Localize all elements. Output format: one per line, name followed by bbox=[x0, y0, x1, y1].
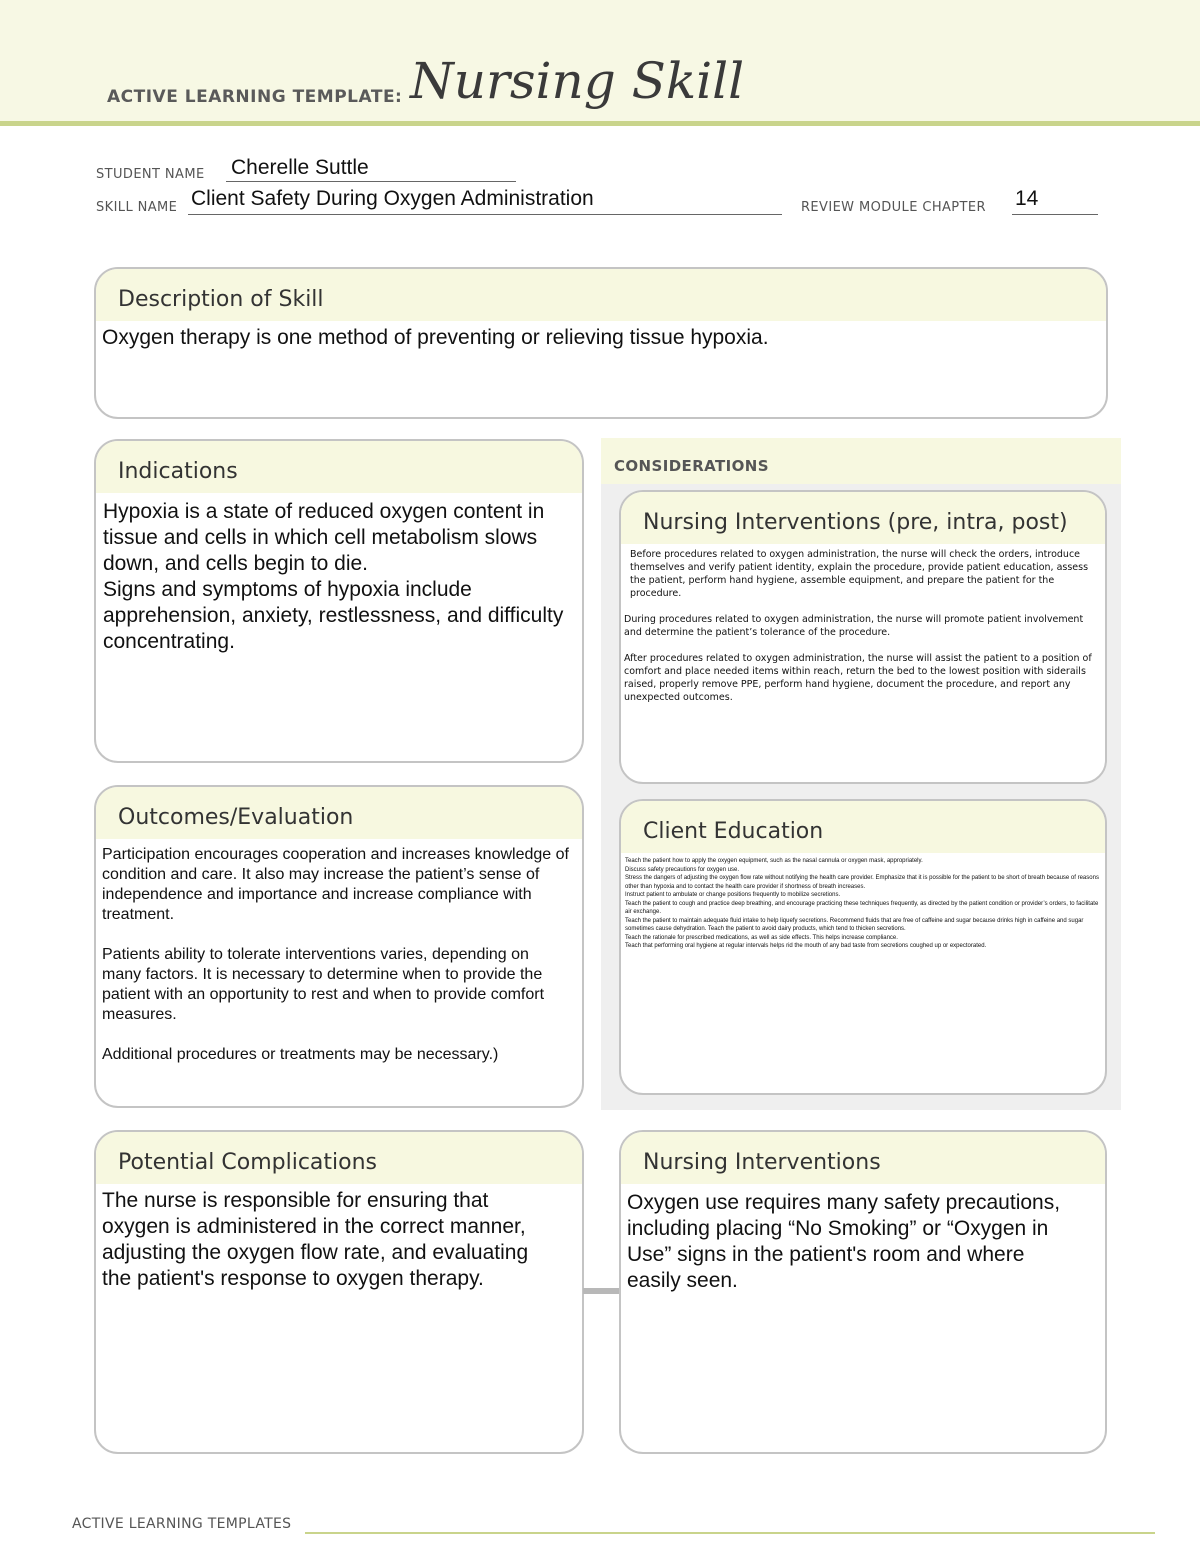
chapter-label: REVIEW MODULE CHAPTER bbox=[801, 200, 986, 215]
outcomes-paragraph: Additional procedures or treatments may be necessary.) bbox=[102, 1046, 499, 1063]
education-line: Teach the patient to cough and practice deep breathing, and encourage practicing these techniques frequently, as directed by the patient condition or provider’s orders, to facilitate air exchange. bbox=[625, 900, 1099, 915]
pip-paragraph-intra: During procedures related to oxygen administration, the nurse will promote patient involvement and determine the patient’s tolerance of the procedure. bbox=[624, 614, 1084, 638]
education-line: Discuss safety precautions for oxygen use. bbox=[625, 866, 740, 873]
chapter-field[interactable]: 14 bbox=[1015, 187, 1039, 210]
indications-text[interactable] bbox=[96, 493, 582, 655]
education-line: Instruct patient to ambulate or change positions frequently to mobilize secretions. bbox=[625, 892, 841, 898]
education-line: Teach the patient to maintain adequate fluid intake to help liquefy secretions. Recommend fluids that are free of caffeine and sugar because drinks high in caffeine and sugar sometimes cause dehydration. Teach the patient to avoid dairy products, which tend to thicken secretions. bbox=[625, 917, 1084, 932]
pip-paragraph-post: After procedures related to oxygen administration, the nurse will assist the patient to a position of comfort and place needed items within reach, return the bed to the lowest position with siderails raised, properly remove PPE, perform hand hygiene, document the procedure, and report any unexpected outcomes. bbox=[624, 653, 1092, 703]
chapter-line bbox=[1012, 214, 1098, 215]
footer-rule bbox=[305, 1532, 1155, 1534]
outcomes-card bbox=[94, 785, 584, 1108]
nursing-interventions-text[interactable]: Oxygen use requires many safety precautions, including placing “No Smoking” or “Oxygen in Use” signs in the patient's room and where easily seen. bbox=[627, 1191, 1061, 1292]
client-education-title: Client Education bbox=[621, 801, 1105, 853]
outcomes-paragraph: Patients ability to tolerate interventions varies, depending on many factors. It is necessary to determine when to provide the patient with an opportunity to rest and when to provide comfort measures. bbox=[102, 946, 545, 1023]
indications-title: Indications bbox=[96, 441, 582, 493]
client-education-text[interactable] bbox=[621, 853, 1105, 951]
complications-card bbox=[94, 1130, 584, 1454]
template-title: Nursing Skill bbox=[410, 52, 745, 110]
considerations-label: CONSIDERATIONS bbox=[614, 457, 769, 475]
outcomes-paragraph: Participation encourages cooperation and increases knowledge of condition and care. It also may increase the patient’s sense of independence and importance and increase compliance with treatment. bbox=[102, 846, 569, 923]
outcomes-text[interactable] bbox=[96, 839, 582, 1065]
description-card bbox=[94, 267, 1108, 419]
outcomes-title: Outcomes/Evaluation bbox=[96, 787, 582, 839]
student-name-label: STUDENT NAME bbox=[96, 167, 205, 182]
nursing-interventions-card bbox=[619, 1130, 1107, 1454]
student-name-line bbox=[226, 181, 516, 182]
nursing-interventions-pip-card bbox=[619, 490, 1107, 784]
connector-bar bbox=[583, 1288, 621, 1294]
complications-title: Potential Complications bbox=[96, 1132, 582, 1184]
skill-name-field[interactable]: Client Safety During Oxygen Administration bbox=[191, 187, 594, 210]
description-title: Description of Skill bbox=[96, 269, 1106, 321]
footer-label: ACTIVE LEARNING TEMPLATES bbox=[72, 1516, 292, 1532]
client-education-card bbox=[619, 799, 1107, 1095]
pip-paragraph-pre: Before procedures related to oxygen administration, the nurse will check the orders, introduce themselves and verify patient identity, explain the procedure, provide patient education, assess the patient, perform hand hygiene, assemble equipment, and prepare the patient for the procedure. bbox=[630, 549, 1089, 599]
indications-paragraph: Signs and symptoms of hypoxia include apprehension, anxiety, restlessness, and difficulty concentrating. bbox=[103, 578, 564, 653]
complications-text[interactable]: The nurse is responsible for ensuring that oxygen is administered in the correct manner, adjusting the oxygen flow rate, and evaluating the patient's response to oxygen therapy. bbox=[102, 1189, 529, 1290]
education-line: Teach the patient how to apply the oxygen equipment, such as the nasal cannula or oxygen mask, appropriately. bbox=[625, 858, 923, 864]
nursing-interventions-title: Nursing Interventions bbox=[621, 1132, 1105, 1184]
indications-card bbox=[94, 439, 584, 763]
template-label: ACTIVE LEARNING TEMPLATE: bbox=[107, 87, 403, 107]
description-text[interactable]: Oxygen therapy is one method of preventing or relieving tissue hypoxia. bbox=[102, 326, 769, 349]
education-line: Teach the rationale for prescribed medications, as well as side effects. This helps increase compliance. bbox=[625, 934, 898, 941]
skill-name-line bbox=[188, 214, 782, 215]
indications-paragraph: Hypoxia is a state of reduced oxygen content in tissue and cells in which cell metabolism slows down, and cells begin to die. bbox=[103, 500, 545, 575]
education-line: Teach that performing oral hygiene at regular intervals helps rid the mouth of any bad taste from secretions coughed up or expectorated. bbox=[625, 943, 987, 949]
header-rule bbox=[0, 121, 1200, 126]
student-name-field[interactable]: Cherelle Suttle bbox=[231, 156, 369, 179]
nursing-interventions-pip-text[interactable] bbox=[621, 544, 1105, 704]
skill-name-label: SKILL NAME bbox=[96, 200, 178, 215]
education-line: Stress the dangers of adjusting the oxygen flow rate without notifying the health care provider. Emphasize that it is possible for the patient to be short of breath because of reasons other than hypoxia and to contact the health care provider if shortness of breath increases. bbox=[625, 875, 1099, 890]
nursing-interventions-pip-title: Nursing Interventions (pre, intra, post) bbox=[621, 492, 1105, 544]
